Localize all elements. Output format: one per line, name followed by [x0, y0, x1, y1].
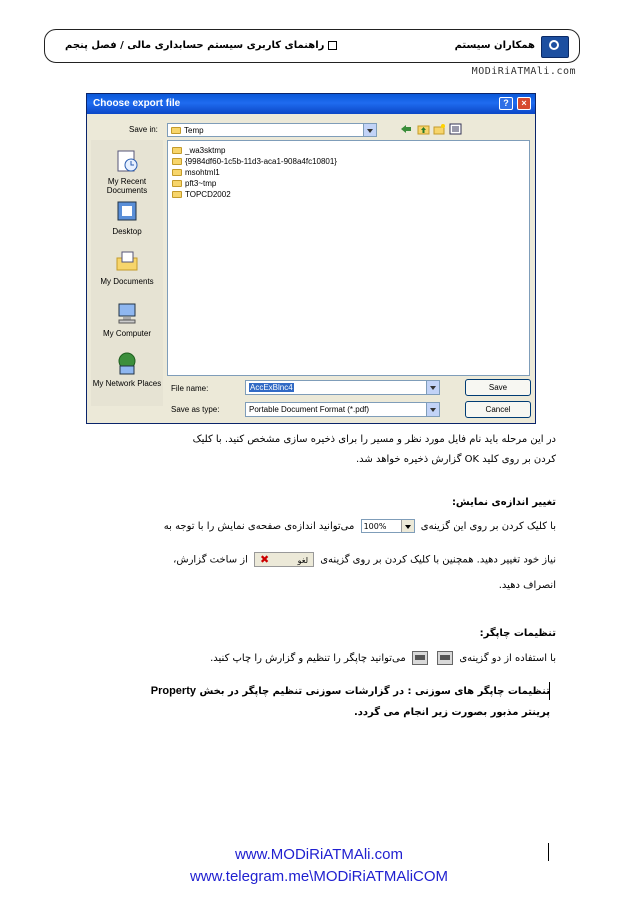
- heading-zoom: تغییر اندازه‌ی نمایش:: [451, 497, 556, 508]
- chevron-down-icon: [401, 520, 414, 532]
- property-keyword: Property: [150, 685, 196, 697]
- places-bar: [91, 140, 163, 406]
- folder-icon: [172, 180, 182, 187]
- save-in-value: Temp: [184, 126, 204, 135]
- paragraph-4-part-a: با استفاده از دو گزینه‌ی: [459, 653, 556, 664]
- file-list-item[interactable]: msohtml1: [172, 167, 220, 178]
- file-name-value: AccExBlnc4: [250, 383, 293, 392]
- company-logo-icon: [541, 36, 569, 58]
- file-list[interactable]: [167, 140, 530, 376]
- site-watermark: MODiRiATMAli.com: [471, 66, 576, 77]
- place-label: My Documents: [100, 277, 154, 286]
- view-menu-icon[interactable]: [449, 123, 462, 135]
- header-title: [65, 40, 337, 51]
- footer-telegram-link[interactable]: www.telegram.me\MODiRiATMAliCOM: [189, 868, 449, 885]
- save-in-dropdown[interactable]: [167, 123, 377, 137]
- place-my-documents[interactable]: [91, 248, 163, 286]
- save-as-type-dropdown[interactable]: [245, 402, 440, 417]
- chevron-down-icon[interactable]: [426, 381, 439, 394]
- zoom-dropdown-image: [361, 519, 415, 533]
- cancel-button[interactable]: Cancel: [465, 401, 531, 418]
- paragraph-2-part-a: با کلیک کردن بر روی این گزینه‌ی: [420, 521, 556, 532]
- folder-icon: [172, 191, 182, 198]
- paragraph-2-part-b: می‌توانید اندازه‌ی صفحه‌ی نمایش را با توجه به: [163, 521, 355, 532]
- file-list-item[interactable]: pft3~tmp: [172, 178, 216, 189]
- page-header: [44, 29, 580, 63]
- save-as-type-label: Save as type:: [171, 405, 220, 414]
- back-icon[interactable]: [399, 123, 412, 135]
- save-button[interactable]: Save: [465, 379, 531, 396]
- up-folder-icon[interactable]: [417, 123, 430, 135]
- help-button[interactable]: ?: [499, 97, 513, 110]
- save-in-label: Save in:: [129, 125, 158, 134]
- paragraph-1-line-2: کردن بر روی کلید OK گزارش ذخیره خواهد شد.: [355, 454, 556, 465]
- save-as-type-value: Portable Document Format (*.pdf): [249, 405, 370, 414]
- network-places-icon: [114, 350, 140, 376]
- paragraph-5-part-a: تنظیمات چاپگر های سوزنی : در گزارشات سوزنی تنظیم چاپگر در بخش: [199, 686, 550, 697]
- paragraph-3-line-2: انصراف دهید.: [498, 580, 556, 591]
- printer-icon: [412, 651, 428, 665]
- cancel-image-label: لغو: [297, 556, 309, 565]
- place-label: My Recent Documents: [106, 177, 148, 195]
- my-computer-icon: [114, 300, 140, 326]
- place-my-computer[interactable]: [91, 300, 163, 338]
- place-label: My Network Places: [92, 379, 162, 388]
- place-desktop[interactable]: [91, 198, 163, 236]
- folder-icon: [171, 127, 181, 134]
- choose-export-file-dialog: [86, 93, 536, 424]
- paragraph-3-part-a: نیاز خود تغییر دهید. همچنین با کلیک کردن بر روی گزینه‌ی: [320, 554, 556, 566]
- footer-site-link[interactable]: www.MODiRiATMAli.com: [234, 846, 404, 863]
- zoom-value: 100%: [363, 522, 387, 531]
- place-label: My Computer: [102, 329, 151, 338]
- paragraph-4: [56, 651, 556, 666]
- folder-icon: [172, 158, 182, 165]
- chevron-down-icon[interactable]: [363, 124, 376, 136]
- new-folder-icon[interactable]: [433, 123, 446, 135]
- folder-icon: [172, 147, 182, 154]
- paragraph-1-line-1: در این مرحله باید نام فایل مورد نظر و مسیر را برای ذخیره سازی مشخص کنید. با کلیک: [192, 434, 556, 445]
- place-my-recent-documents[interactable]: [91, 148, 163, 195]
- paragraph-5-line-1: [30, 684, 550, 699]
- file-name-field[interactable]: [245, 380, 440, 395]
- file-list-item[interactable]: _wa3sktmp: [172, 145, 225, 156]
- desktop-icon: [114, 198, 140, 224]
- my-documents-icon: [114, 248, 140, 274]
- cancel-report-image: [254, 552, 314, 567]
- paragraph-3: [56, 552, 556, 568]
- header-title-text: راهنمای کاربری سیستم حسابداری مالی / فصل پنجم: [65, 40, 325, 51]
- chevron-down-icon[interactable]: [426, 403, 439, 416]
- square-bullet-icon: [328, 41, 337, 50]
- paragraph-5-line-2: پرینتر مذبور بصورت زیر انجام می گردد.: [353, 707, 550, 718]
- printer-setup-icon: [437, 651, 453, 665]
- folder-icon: [172, 169, 182, 176]
- paragraph-4-part-b: می‌توانید چاپگر را تنظیم و گزارش را چاپ کنید.: [210, 653, 406, 664]
- paragraph-2: [56, 519, 556, 534]
- paragraph-3-part-b: از ساخت گزارش،: [173, 554, 248, 566]
- file-list-item[interactable]: TOPCD2002: [172, 189, 231, 200]
- dialog-title: Choose export file: [93, 98, 181, 109]
- file-name-label: File name:: [171, 384, 209, 393]
- close-button[interactable]: ×: [517, 97, 531, 110]
- close-icon: ✖: [260, 553, 270, 566]
- header-company: همکاران سیستم: [454, 40, 535, 51]
- heading-printer: تنظیمات چاپگر:: [479, 628, 556, 639]
- place-label: Desktop: [112, 227, 142, 236]
- recent-documents-icon: [114, 148, 140, 174]
- file-list-item[interactable]: {9984df60-1c5b-11d3-aca1-908a4fc10801}: [172, 156, 337, 167]
- place-my-network-places[interactable]: [91, 350, 163, 388]
- dialog-titlebar: [87, 94, 535, 114]
